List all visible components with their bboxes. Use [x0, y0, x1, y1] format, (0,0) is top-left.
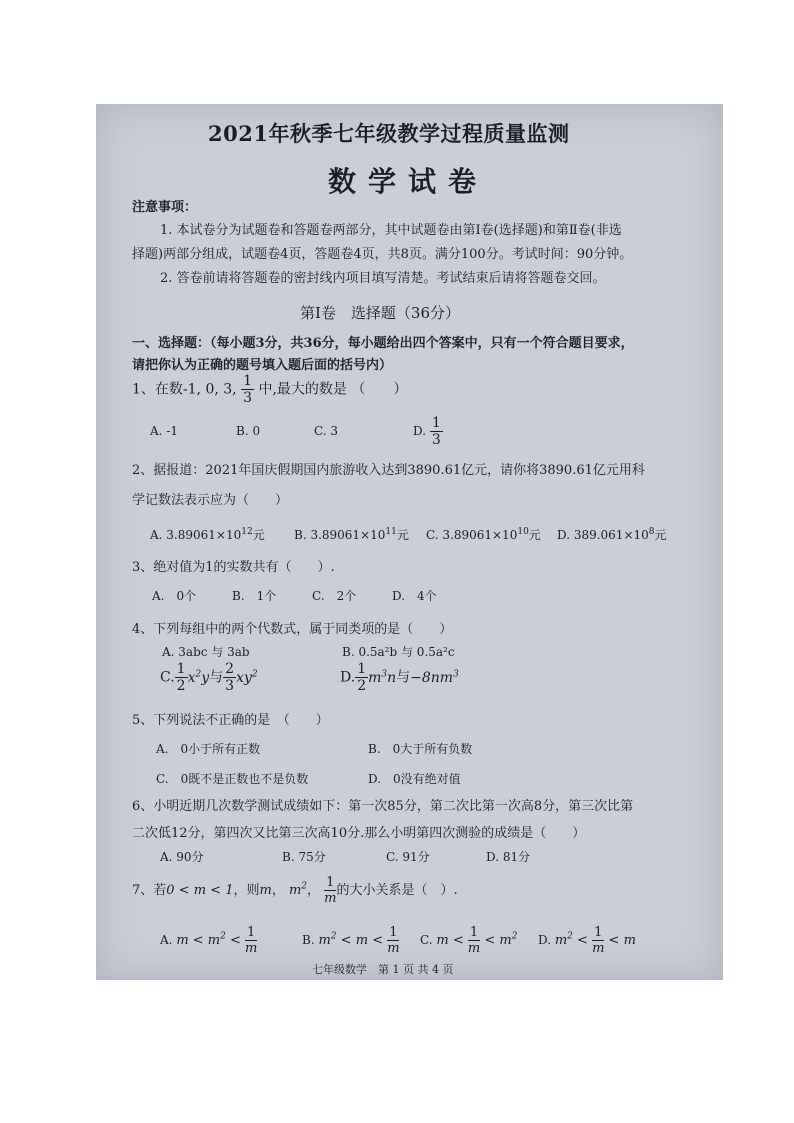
- question-6-option-d: D. 81分: [486, 850, 531, 864]
- question-7-option-b: B. $m^2 < m$ < $\frac{1}{m}$: [302, 925, 400, 956]
- question-1-option-b: B. 0: [236, 424, 261, 438]
- question-5-option-b: B. 0大于所有负数: [368, 742, 473, 756]
- question-3-stem: 3、绝对值为1的实数共有（ ）.: [132, 560, 335, 575]
- question-6-option-c: C. 91分: [386, 850, 430, 864]
- question-4-option-d: D. $\frac{1}{2}$ $m^3n$与$-8nm^3$: [340, 661, 459, 694]
- exam-paper: [96, 104, 723, 980]
- question-3-option-c: C. 2个: [312, 589, 357, 603]
- section-instruction-2: 请把你认为正确的题号填入题后面的括号内）: [132, 358, 393, 373]
- question-3-option-b: B. 1个: [232, 589, 277, 603]
- exam-title: 2021年秋季七年级教学过程质量监测: [208, 121, 570, 146]
- question-2-line-2: 学记数法表示应为（ ）: [132, 493, 289, 508]
- question-5-option-a: A. 0小于所有正数: [156, 742, 261, 756]
- question-5-stem: 5、下列说法不正确的是 （ ）: [132, 713, 329, 728]
- question-2-line-1: 2、据报道：2021年国庆假期国内旅游收入达到3890.61亿元，请你将3890.61亿元用科: [132, 463, 645, 478]
- question-7-stem: 7、若0 < m < 1，则m， $m^2$， $\frac{1}{m}$ 的大小关系是（ ）.: [132, 875, 458, 906]
- notice-heading: 注意事项：: [132, 200, 198, 215]
- question-4-stem: 4、下列每组中的两个代数式，属于同类项的是（ ）: [132, 622, 453, 637]
- question-7-option-c: C. m < $\frac{1}{m}$ < $m^2$: [420, 925, 518, 956]
- question-7-option-a: A. $m < m^2$ < $\frac{1}{m}$: [160, 925, 258, 956]
- question-2-option-d: D. $389.061\times 10^8$元: [557, 527, 667, 542]
- exam-subtitle: 数学试卷: [328, 165, 489, 198]
- question-1-option-a: A. -1: [150, 424, 178, 438]
- question-6-line-2: 二次低12分，第四次又比第三次高10分.那么小明第四次测验的成绩是（ ）: [132, 826, 586, 841]
- question-1-option-c: C. 3: [314, 424, 339, 438]
- question-2-option-c: C. $3.89061\times 10^{10}$元: [426, 527, 541, 542]
- notice-line-2: 择题)两部分组成，试题卷4页，答题卷4页，共8页。满分100分。考试时间：90分钟。: [132, 247, 633, 262]
- question-4-option-b: B. 0.5a²b 与 0.5a²c: [342, 645, 455, 659]
- notice-line-1: 1. 本试卷分为试题卷和答题卷两部分，其中试题卷由第Ⅰ卷(选择题)和第Ⅱ卷(非选: [160, 223, 622, 238]
- question-3-option-a: A. 0个: [152, 589, 197, 603]
- question-4-option-c: C. $\frac{1}{2}$ $x^2y$与 $\frac{2}{3}$ $xy^2$: [160, 661, 258, 694]
- question-7-option-d: D. $m^2$ < $\frac{1}{m}$ < m: [538, 925, 636, 956]
- question-5-option-c: C. 0既不是正数也不是负数: [156, 772, 309, 786]
- question-4-option-a: A. 3abc 与 3ab: [162, 645, 250, 659]
- question-6-option-a: A. 90分: [160, 850, 204, 864]
- notice-line-3: 2. 答卷前请将答题卷的密封线内项目填写清楚。考试结束后请将答题卷交回。: [160, 271, 606, 286]
- question-2-option-a: A. $3.89061\times 10^{12}$元: [150, 527, 265, 542]
- question-1-stem: 1、在数-1, 0, 3, $\frac{1}{3}$ 中,最大的数是 （ ）: [132, 373, 408, 406]
- question-6-option-b: B. 75分: [282, 850, 326, 864]
- page-footer: 七年级数学 第 1 页 共 4 页: [312, 963, 454, 976]
- question-3-option-d: D. 4个: [392, 589, 437, 603]
- question-5-option-d: D. 0没有绝对值: [368, 772, 461, 786]
- section-title: 第Ⅰ卷 选择题（36分）: [300, 304, 461, 322]
- question-1-option-d: D. $\frac{1}{3}$: [413, 415, 441, 448]
- question-2-option-b: B. $3.89061\times 10^{11}$元: [294, 527, 409, 542]
- question-6-line-1: 6、小明近期几次数学测试成绩如下：第一次85分，第二次比第一次高8分，第三次比第: [132, 799, 634, 814]
- section-instruction-1: 一、选择题：（每小题3分，共36分，每小题给出四个答案中，只有一个符合题目要求，: [132, 336, 634, 351]
- fraction-one-third: $\frac{1}{3}$: [243, 373, 252, 406]
